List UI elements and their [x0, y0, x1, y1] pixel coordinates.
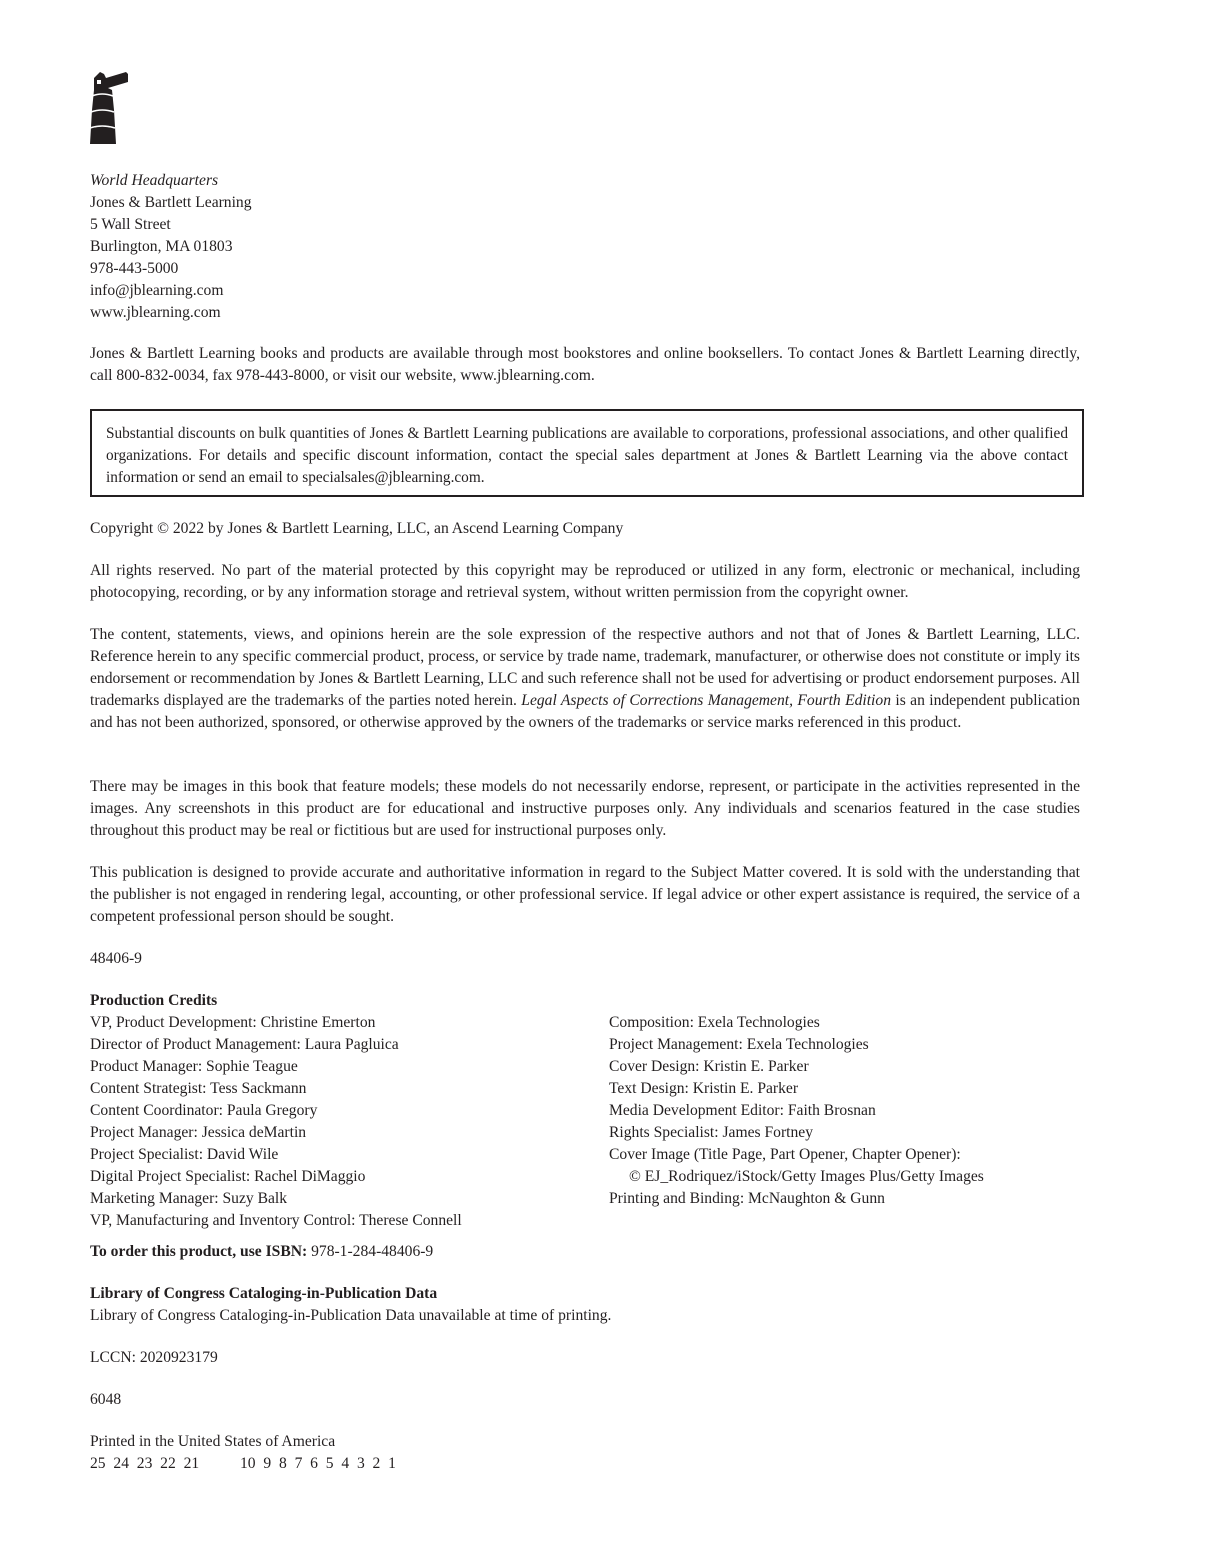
copyright-line: Copyright © 2022 by Jones & Bartlett Learning, LLC, an Ascend Learning Company	[90, 520, 624, 537]
credits-right-column	[609, 1012, 984, 1210]
credit-item: Rights Specialist: James Fortney	[609, 1124, 814, 1141]
address-line: Jones & Bartlett Learning	[90, 194, 252, 211]
headquarters-address	[90, 170, 1080, 324]
disclaimer-text: is an independent publication and has not been authorized, sponsored, or otherwise approved by the owners of the trademarks or service marks referenced in this product.	[90, 692, 1080, 731]
credits-left-column	[90, 1012, 462, 1232]
credit-item: Cover Image (Title Page, Part Opener, Chapter Opener):	[609, 1146, 961, 1163]
printing-numbers: 10 9 8 7 6 5 4 3 2 1	[240, 1455, 396, 1472]
credit-item: Digital Project Specialist: Rachel DiMaggio	[90, 1168, 366, 1185]
credit-item: Project Specialist: David Wile	[90, 1146, 279, 1163]
lccn: LCCN: 2020923179	[90, 1349, 218, 1366]
isbn-line	[90, 1241, 1080, 1263]
printing-line	[90, 1453, 1080, 1475]
credit-item: Product Manager: Sophie Teague	[90, 1058, 298, 1075]
address-line: Burlington, MA 01803	[90, 238, 233, 255]
publisher-lighthouse-logo	[88, 70, 132, 146]
number-code: 6048	[90, 1391, 122, 1408]
credit-item: Director of Product Management: Laura Pagluica	[90, 1036, 399, 1053]
credit-item: VP, Manufacturing and Inventory Control: Therese Connell	[90, 1212, 462, 1229]
credits-heading: Production Credits	[90, 992, 218, 1009]
printed-in: Printed in the United States of America	[90, 1433, 336, 1450]
credit-item: Cover Design: Kristin E. Parker	[609, 1058, 809, 1075]
year-codes: 25 24 23 22 21	[90, 1455, 200, 1472]
disclaimer-text: The content, statements, views, and opinions herein are the sole expression of the respective authors and not that of Jones & Bartlett Learning, LLC. Reference herein to any specific commercial product, process, or service by trade name, trademark, manufacturer, or otherwise does not constitute or imply its endorsement or recommendation by Jones & Bartlett Learning, LLC and such reference shall not be used for advertising or product endorsement purposes. All trademarks displayed are the trademarks of the parties noted herein.	[90, 626, 1080, 709]
address-line: 5 Wall Street	[90, 216, 171, 233]
models-paragraph: There may be images in this book that feature models; these models do not necessarily endorse, represent, or participate in the activities represented in the images. Any screenshots in this product are for educational and instructive purposes only. Any individuals and scenarios featured in the case studies throughout this product may be real or fictitious but are used for instructional purposes only.	[90, 778, 1080, 839]
credit-item: Composition: Exela Technologies	[609, 1014, 820, 1031]
credit-item: Marketing Manager: Suzy Balk	[90, 1190, 288, 1207]
rights-paragraph: All rights reserved. No part of the material protected by this copyright may be reproduced or utilized in any form, electronic or mechanical, including photocopying, recording, or by any information storage and retrieval system, without written permission from the copyright owner.	[90, 562, 1080, 601]
credit-item: Project Management: Exela Technologies	[609, 1036, 869, 1053]
cip-heading: Library of Congress Cataloging-in-Publication Data	[90, 1285, 438, 1302]
book-title: Legal Aspects of Corrections Management, Fourth Edition	[521, 692, 891, 709]
product-code: 48406-9	[90, 950, 142, 967]
isbn-value: 978-1-284-48406-9	[307, 1243, 434, 1260]
discount-box: Substantial discounts on bulk quantities of Jones & Bartlett Learning publications are available to corporations, professional associations, and other qualified organizations. For details and specific discount information, contact the special sales department at Jones & Bartlett Learning via the above contact information or send an email to specialsales@jblearning.com.	[90, 409, 1084, 497]
headquarters-heading: World Headquarters	[90, 172, 219, 189]
credit-item: © EJ_Rodriquez/iStock/Getty Images Plus/Getty Images	[629, 1168, 984, 1185]
credit-item: VP, Product Development: Christine Emerton	[90, 1014, 376, 1031]
printing-info	[90, 1431, 1080, 1475]
credit-item: Project Manager: Jessica deMartin	[90, 1124, 307, 1141]
credit-item: Printing and Binding: McNaughton & Gunn	[609, 1190, 885, 1207]
email: info@jblearning.com	[90, 282, 224, 299]
credit-item: Content Strategist: Tess Sackmann	[90, 1080, 307, 1097]
content-disclaimer	[90, 624, 1080, 734]
credit-item: Media Development Editor: Faith Brosnan	[609, 1102, 876, 1119]
phone: 978-443-5000	[90, 260, 179, 277]
designed-paragraph: This publication is designed to provide accurate and authoritative information in regard to the Subject Matter covered. It is sold with the understanding that the publisher is not engaged in rendering legal, accounting, or other professional service. If legal advice or other expert assistance is required, the service of a competent professional person should be sought.	[90, 864, 1080, 925]
isbn-label: To order this product, use ISBN:	[90, 1243, 308, 1260]
availability-paragraph: Jones & Bartlett Learning books and products are available through most bookstores and online booksellers. To contact Jones & Bartlett Learning directly, call 800-832-0034, fax 978-443-8000, or visit our website, www.jblearning.com.	[90, 345, 1080, 384]
website: www.jblearning.com	[90, 304, 221, 321]
cip-section	[90, 1283, 1080, 1327]
credit-item: Text Design: Kristin E. Parker	[609, 1080, 799, 1097]
credit-item: Content Coordinator: Paula Gregory	[90, 1102, 318, 1119]
cip-text: Library of Congress Cataloging-in-Publication Data unavailable at time of printing.	[90, 1307, 612, 1324]
